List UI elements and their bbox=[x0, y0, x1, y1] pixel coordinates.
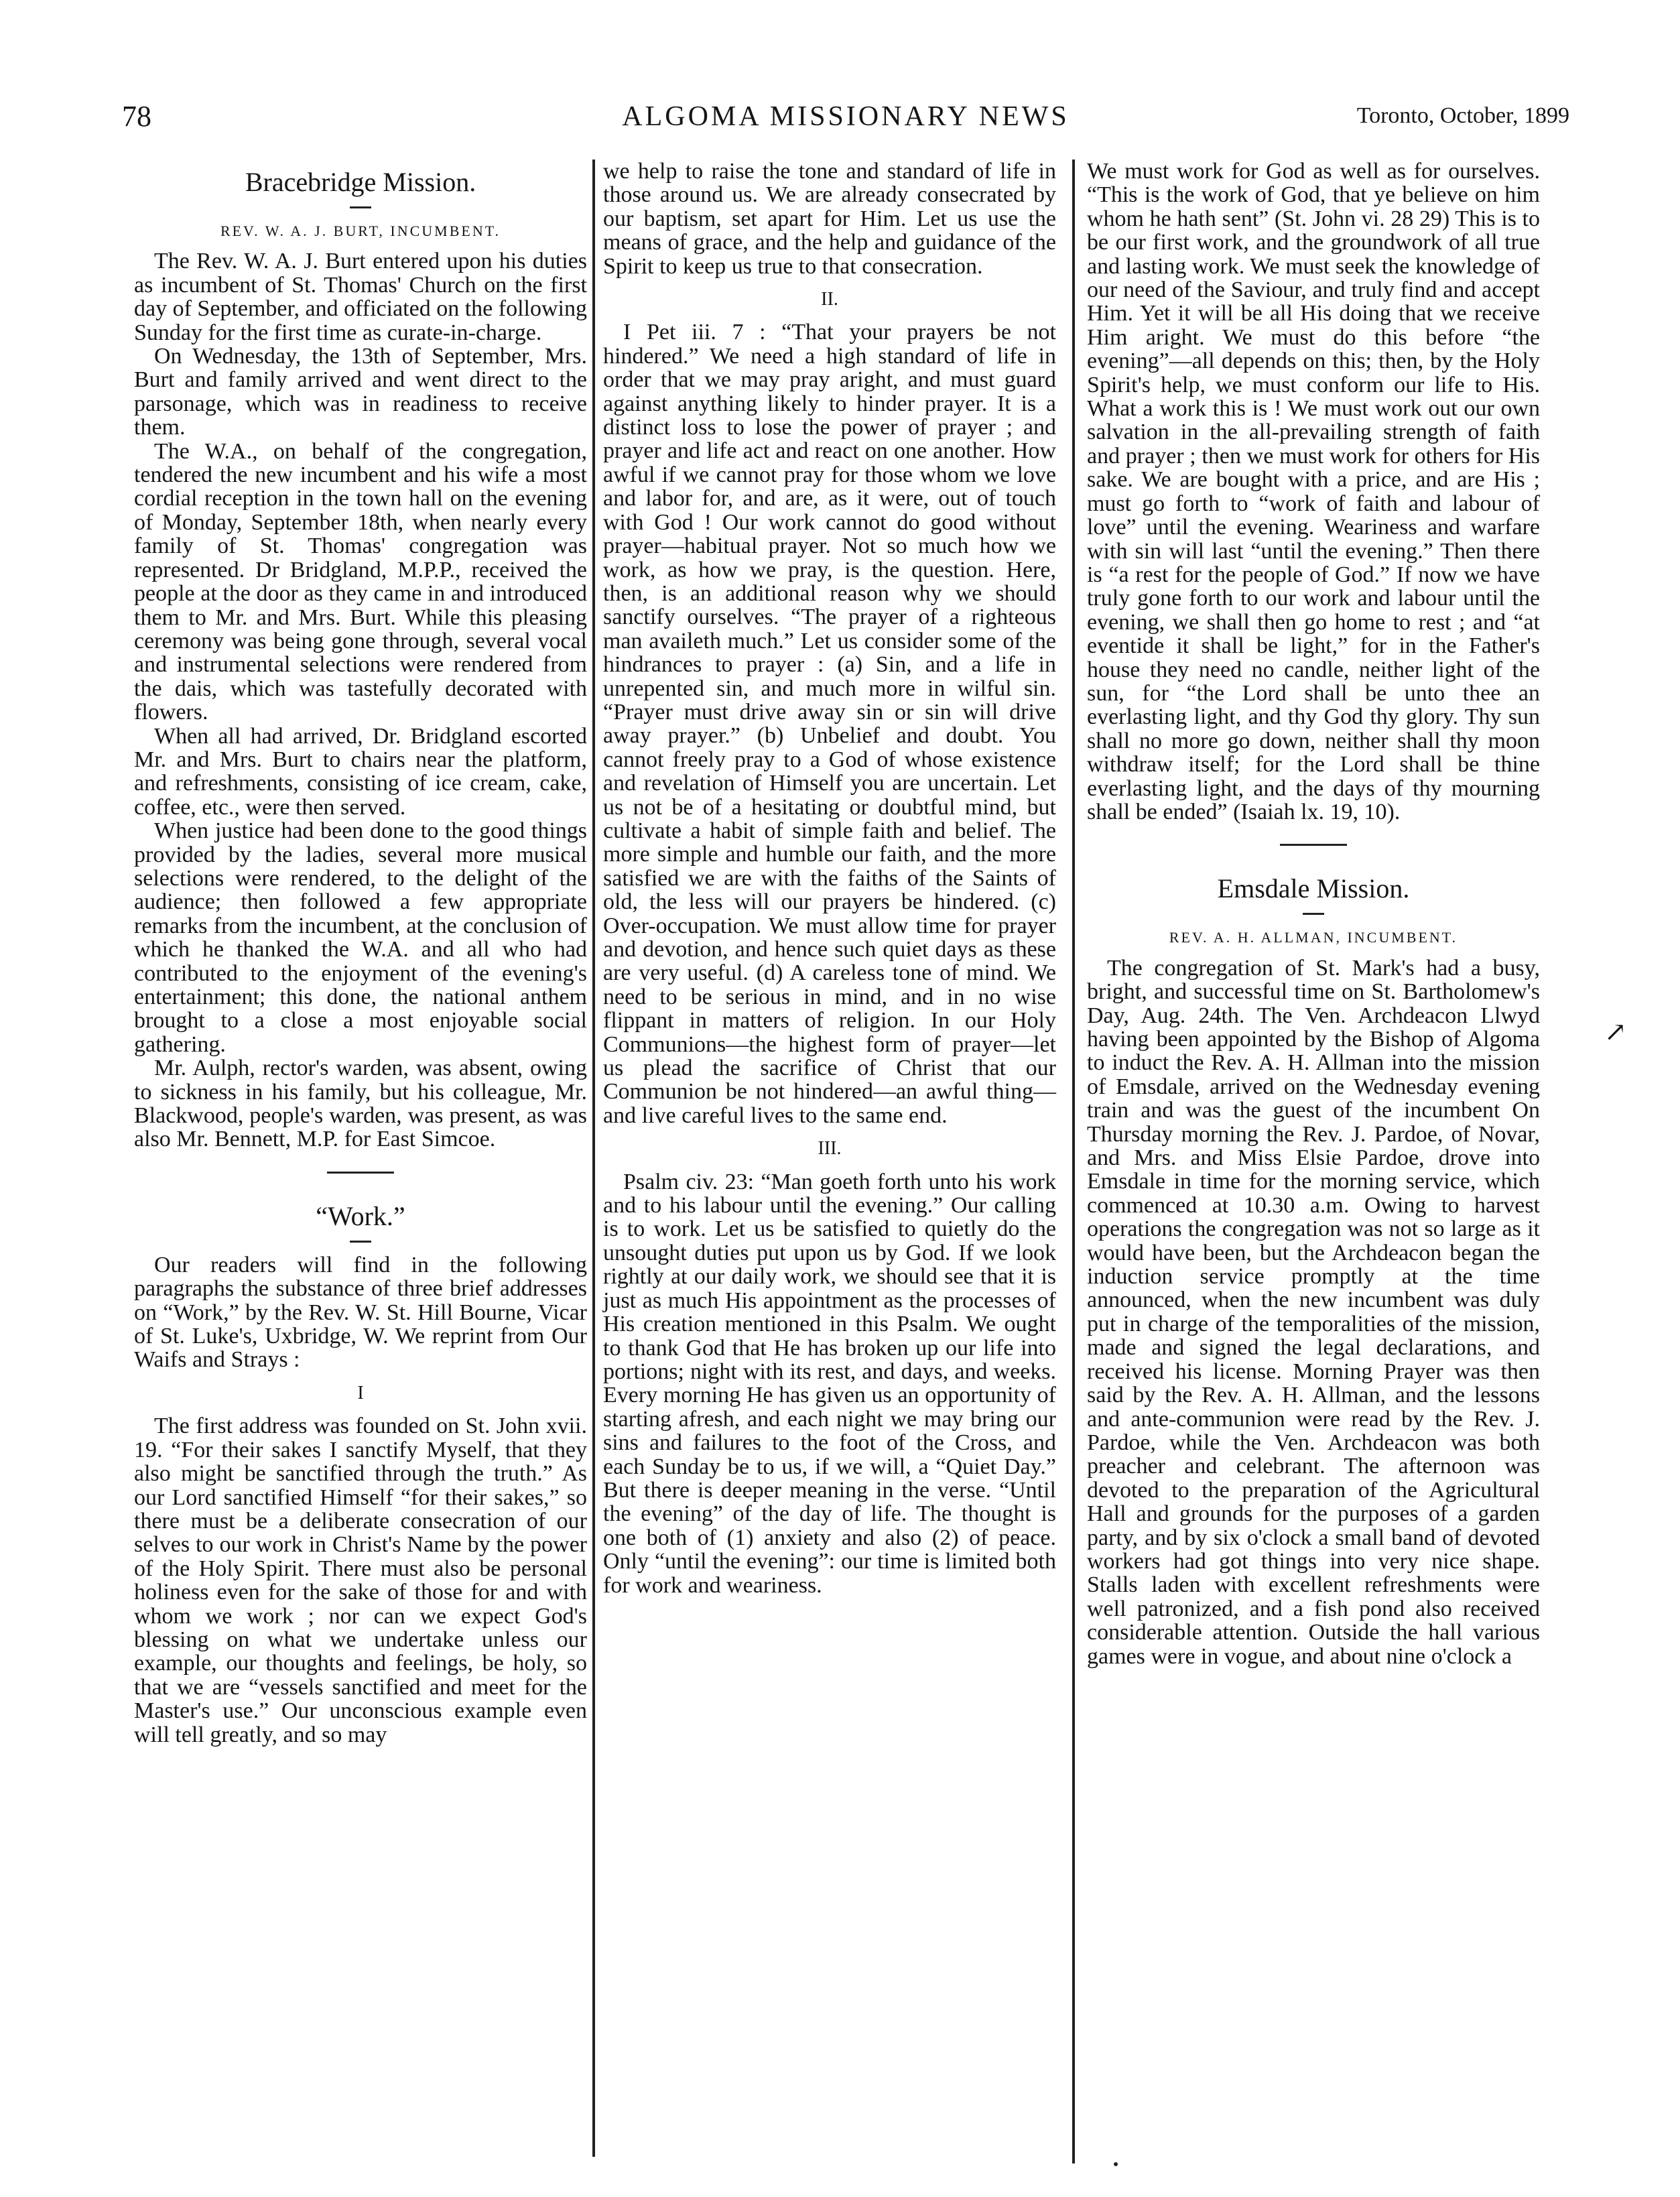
section-separator bbox=[1280, 844, 1347, 846]
bracebridge-title: Bracebridge Mission. bbox=[245, 167, 476, 197]
article-paragraph: When justice had been done to the good things provided by the ladies, several more musical selections were rendered, to the delight of the audience; then followed a few appropriate remarks from the incumbent, at the conclusion of which he thanked the W.A. and all who had contributed to the enjoyment of the evening's entertainment; this done, the national anthem brought to a close a most enjoyable social gathering. bbox=[134, 818, 587, 1057]
emsdale-title: Emsdale Mission. bbox=[1217, 873, 1410, 904]
article-paragraph: we help to raise the tone and standard of life in those around us. We are already consecrated by our baptism, set apart for Him. Let us use the means of grace, and the help and guidance of the Spirit to keep us true to that consecration. bbox=[603, 159, 1056, 279]
title-dash bbox=[350, 1241, 371, 1243]
column-1 bbox=[134, 160, 587, 1747]
section-separator bbox=[327, 1172, 394, 1174]
emsdale-byline: REV. A. H. ALLMAN, INCUMBENT. bbox=[1169, 929, 1458, 946]
masthead bbox=[122, 99, 1569, 139]
title-dash bbox=[350, 206, 371, 208]
bracebridge-byline: REV. W. A. J. BURT, INCUMBENT. bbox=[220, 223, 501, 239]
article-paragraph: The congregation of St. Mark's had a busy, bright, and successful time on St. Bartholomew's Day, Aug. 24th. The Ven. Archdeacon Llwyd having been appointed by the Bishop of Algoma to induct the Rev. A. H. Allman into the mission of Emsdale, arrived on the Wednesday evening train and was the guest of the incumbent On Thursday morning the Rev. J. Pardoe, of Novar, and Mrs. and Miss Elsie Pardoe, drove into Emsdale in time for the morning service, which commenced at 10.30 a.m. Owing to harvest operations the congregation was not so large as it would have been, but the Archdeacon began the induction service promptly at the time announced, when the new incumbent was duly put in charge of the temporalities of the mission, made and signed the legal declarations, and received his license. Morning Prayer was then said by the Rev. A. H. Allman, and the lessons and ante-communion were read by the Rev. J. Pardoe, while the Ven. Archdeacon was both preacher and celebrant. The afternoon was devoted to the preparation of the Agricultural Hall and grounds for the purposes of a garden party, and by six o'clock a small band of devoted workers had got things into very nice shape. Stalls laden with excellent refreshments were well patronized, and a fish pond also received considerable attention. Outside the hall various games were in vogue, and about nine o'clock a bbox=[1087, 955, 1540, 1669]
issue-date: Toronto, October, 1899 bbox=[1356, 103, 1569, 128]
column-2 bbox=[603, 160, 1056, 1597]
section-numeral: III. bbox=[818, 1138, 842, 1159]
article-paragraph: The W.A., on behalf of the congregation, tendered the new incumbent and his wife a most cordial reception in the town hall on the evening of Monday, September 18th, when nearly every family of St. Thomas' congregation was represented. Dr Bridgland, M.P.P., received the people at the door as they came in and introduced them to Mr. and Mrs. Burt. While this pleasing ceremony was being gone through, several vocal and instrumental selections were rendered from the dais, which was tastefully decorated with flowers. bbox=[134, 438, 587, 725]
article-paragraph: When all had arrived, Dr. Bridgland escorted Mr. and Mrs. Burt to chairs near the platform, and refreshments, consisting of ice cream, cake, coffee, etc., were then served. bbox=[134, 723, 587, 820]
page-number: 78 bbox=[122, 100, 151, 133]
work-title: “Work.” bbox=[316, 1200, 405, 1231]
article-paragraph: We must work for God as well as for ourselves. “This is the work of God, that ye believe on him whom he hath sent” (St. John vi. 28 29) This is to be our first work, and the groundwork of all true and lasting work. We must seek the knowledge of our need of the Saviour, and truly find and accept Him. Yet it will be all His doing that we receive Him aright. We must do this before “the evening”—all depends on this; then, by the Holy Spirit's help, we must conform our life to His. What a work this is ! We must work out our own salvation in the all-prevailing strength of faith and prayer ; then we must work for others for His sake. We are bought with a price, and are His ; must go forth to “work of faith and labour of love” until the evening. Weariness and warfare with sin will last “until the evening.” Then there is “a rest for the people of God.” If now we have truly gone forth to our work and labour until the evening, we shall then go home to rest ; and “at eventide it shall be light,” for in the Father's house they need no candle, neither light of the sun, for “the Lord shall be unto thee an everlasting light, and thy God thy glory. Thy sun shall no more go down, neither shall thy moon withdraw itself; for the Lord shall be thine everlasting light, and the days of thy mourning shall be ended” (Isaiah lx. 19, 10). bbox=[1087, 159, 1540, 824]
article-paragraph: On Wednesday, the 13th of September, Mrs. Burt and family arrived and went direct to the parsonage, which was in readiness to receive them. bbox=[134, 344, 587, 440]
article-paragraph: I Pet iii. 7 : “That your prayers be not hindered.” We need a high standard of life in order that we may pray aright, and must guard against anything likely to hinder prayer. It is a distinct loss to lose the power of prayer ; and prayer and life act and react on one another. How awful if we cannot pray for those whom we love and labor for, and are, as it were, out of touch with God ! Our work cannot do good without prayer—habitual prayer. Not so much how we work, as how we pray, is the question. Here, then, is an additional reason why we should sanctify ourselves. “The prayer of a righteous man availeth much.” Let us consider some of the hindrances to prayer : (a) Sin, and a life in unrepented sin, and much more in wilful sin. “Prayer must drive away sin or sin will drive away prayer.” (b) Unbelief and doubt. You cannot freely pray to a God of whose existence and revelation of Himself you are uncertain. Let us not be of a hesitating or doubtful mind, but cultivate a habit of simple faith and belief. The more simple and humble our faith, and the more satisfied we are with the faiths of the Saints of old, the less will our prayers be hindered. (c) Over-occupation. We must allow time for prayer and devotion, and hence such quiet days as these are very useful. (d) A careless tone of mind. We need to be serious in mind, and in no wise flippant in matters of religion. In our Holy Communions—the highest form of prayer—let us plead the sacrifice of Christ that our Communion be not hindered—an awful thing—and live careful lives to the same end. bbox=[603, 320, 1056, 1128]
column-rule-left bbox=[592, 160, 595, 2157]
margin-mark-icon: ↗ bbox=[1604, 1017, 1627, 1047]
section-numeral: II. bbox=[821, 289, 838, 310]
article-paragraph: The first address was founded on St. John xvii. 19. “For their sakes I sanctify Myself, that they also might be sanctified through the truth.” As our Lord sanctified Himself “for their sakes,” so there must be a deliberate consecration of our selves to our work in Christ's Name by the power of the Holy Spirit. There must also be personal holiness even for the sake of those for and with whom we work ; nor can we expect God's blessing on what we undertake unless our example, our thoughts and feelings, be holy, so that we are “vessels sanctified and meet for the Master's use.” Our unconscious example even will tell greatly, and so may bbox=[134, 1414, 587, 1747]
column-3 bbox=[1087, 160, 1540, 1668]
work-intro: Our readers will find in the following paragraphs the substance of three brief addresses on “Work,” by the Rev. W. St. Hill Bourne, Vicar of St. Luke's, Uxbridge, W. We reprint from Our Waifs and Strays : bbox=[134, 1252, 587, 1373]
ink-dot bbox=[1114, 2162, 1118, 2166]
article-paragraph: Mr. Aulph, rector's warden, was absent, owing to sickness in his family, but his colleague, Mr. Blackwood, people's warden, was present, as was also Mr. Bennett, M.P. for East Simcoe. bbox=[134, 1056, 587, 1152]
column-rule-right bbox=[1072, 160, 1075, 2163]
title-dash bbox=[1303, 913, 1324, 915]
publication-title: ALGOMA MISSIONARY NEWS bbox=[622, 101, 1070, 132]
article-paragraph: Psalm civ. 23: “Man goeth forth unto his work and to his labour until the evening.” Our calling is to work. Let us be satisfied to quietly do the unsought duties put upon us by God. If we look rightly at our daily work, we should see that it is just as much His appointment as the processes of His creation mentioned in this Psalm. We ought to thank God that He has broken up our life into portions; night with its rest, and days, and weeks. Every morning He has given us an opportunity of starting afresh, and each night we may bring our sins and failures to the foot of the Cross, and each Sunday be to us, if we will, a “Quiet Day.” But there is deeper meaning in the verse. “Until the evening” of the day of life. The thought is one both of (1) anxiety and also (2) of peace. Only “until the evening”: our time is limited both for work and weariness. bbox=[603, 1169, 1056, 1598]
article-paragraph: The Rev. W. A. J. Burt entered upon his duties as incumbent of St. Thomas' Church on the first day of September, and officiated on the following Sunday for the first time as curate-in-charge. bbox=[134, 249, 587, 345]
section-numeral: I bbox=[357, 1382, 364, 1403]
